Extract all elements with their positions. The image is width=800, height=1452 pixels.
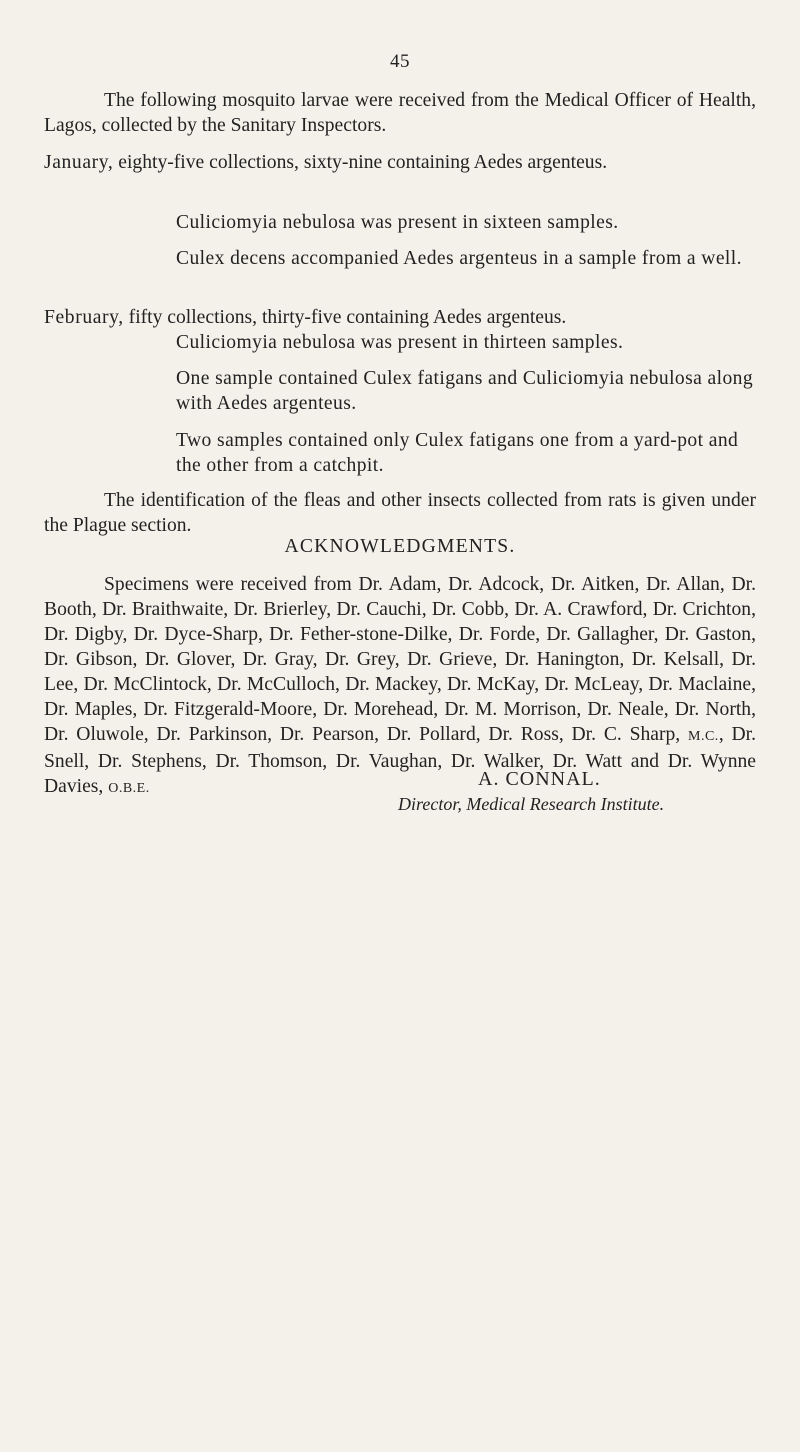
february-note-2: One sample contained Culex fatigans and Culiciomyia nebulosa along with Aedes argenteus. bbox=[176, 368, 754, 414]
january-note-2: Culex decens accompanied Aedes argenteus in a sample from a well. bbox=[176, 248, 742, 269]
signature-title: Director, Medical Research Institute. bbox=[398, 794, 665, 814]
acknowledgments-heading: ACKNOWLEDGMENTS. bbox=[284, 536, 516, 557]
fleas-note-paragraph: The identification of the fleas and other insects collected from rats is given under the Plague section. bbox=[44, 490, 756, 536]
intro-paragraph: The following mosquito larvae were received from the Medical Officer of Health, Lagos, collected by the Sanitary Inspectors. bbox=[44, 90, 756, 136]
january-text: eighty-five collections, sixty-nine containing Aedes argenteus. bbox=[118, 152, 608, 173]
acknowledgments-body: Specimens were received from Dr. Adam, Dr. Adcock, Dr. Aitken, Dr. Allan, Dr. Booth, Dr. Braithwaite, Dr. Brierley, Dr. Cauchi, Dr. Cobb, Dr. A. Crawford, Dr. Crichton, Dr. Digby, Dr. Dyce-Sharp, Dr. Fether-stone-Dilke, Dr. Forde, Dr. Gallagher, Dr. Gaston, Dr. Gibson, Dr. Glover, Dr. Gray, Dr. Grey, Dr. Grieve, Dr. Hanington, Dr. Kelsall, Dr. Lee, Dr. McClintock, Dr. McCulloch, Dr. Mackey, Dr. McKay, Dr. McLeay, Dr. Maclaine, Dr. Maples, Dr. Fitzgerald-Moore, Dr. Morehead, Dr. M. Morrison, Dr. Neale, Dr. North, Dr. Oluwole, Dr. Parkinson, Dr. Pearson, Dr. Pollard, Dr. Ross, Dr. C. Sharp, bbox=[44, 574, 756, 745]
signature-name: A. CONNAL. bbox=[478, 768, 601, 790]
february-label: February, bbox=[44, 307, 124, 328]
february-note-3: Two samples contained only Culex fatigans one from a yard-pot and the other from a catchpit. bbox=[176, 430, 739, 476]
january-entry bbox=[44, 150, 800, 175]
mc-honour: M.C. bbox=[688, 729, 719, 744]
january-note-1: Culiciomyia nebulosa was present in sixteen samples. bbox=[176, 212, 619, 233]
page-number: 45 bbox=[390, 51, 410, 72]
january-label: January, bbox=[44, 152, 114, 173]
february-entry bbox=[44, 305, 800, 330]
acknowledgments-paragraph bbox=[44, 572, 756, 801]
february-text: fifty collections, thirty-five containing Aedes argenteus. bbox=[128, 307, 567, 328]
february-note-1: Culiciomyia nebulosa was present in thirteen samples. bbox=[176, 332, 624, 353]
acknowledgments-body-end: , Dr. Snell, Dr. Stephens, Dr. Thomson, Dr. Vaughan, Dr. Walker, Dr. Watt and Dr. Wynne Davies, bbox=[44, 724, 757, 797]
obe-honour: O.B.E. bbox=[108, 781, 150, 796]
